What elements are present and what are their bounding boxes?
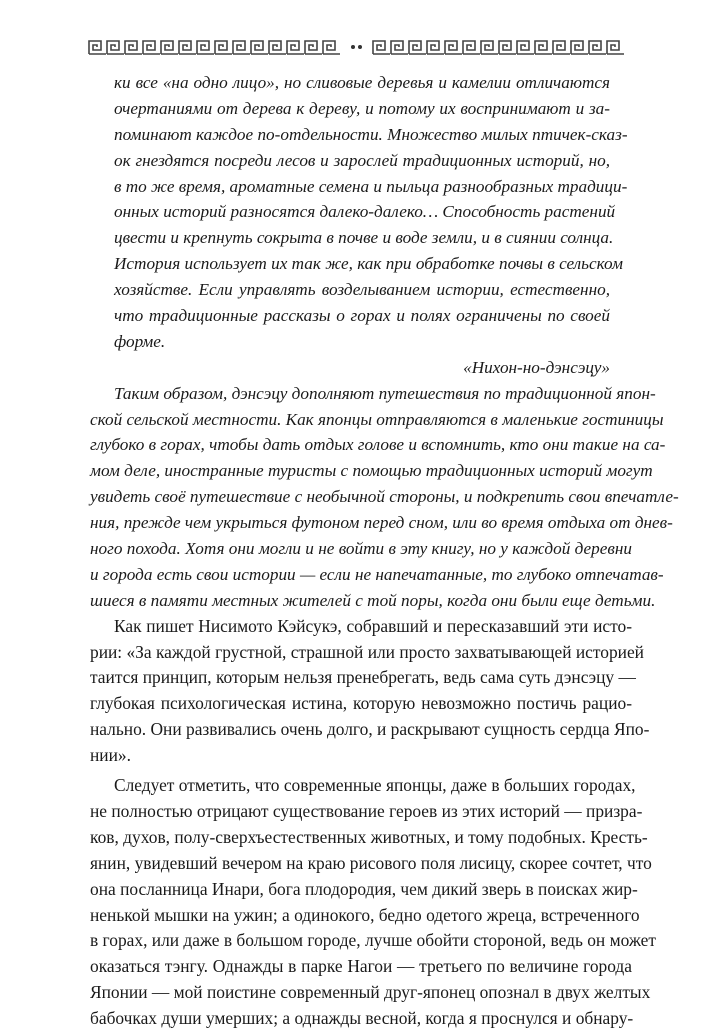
quote-line: цвести и крепнуть сокрыта в почве и воде земли, и в сиянии солнца. — [114, 228, 614, 248]
paragraph-line: Таким образом, дэнсэцу дополняют путешествия по традиционной япон- — [114, 383, 656, 403]
paragraph-2 — [90, 773, 656, 1032]
meander-ornament-left-icon — [88, 39, 340, 55]
paragraph-line: нально. Они развивались очень долго, и раскрывают сущность сердца Япо- — [90, 719, 650, 740]
quote-line: ки все «на одно лицо», но сливовые деревья и камелии отличаются — [114, 73, 610, 92]
paragraph-line: она посланница Инари, бога плодородия, чем дикий зверь в поисках жир- — [90, 878, 638, 899]
paragraph-line: ков, духов, полу-сверхъестественных животных, и тому подобных. Кресть- — [90, 826, 648, 847]
page-body — [90, 70, 679, 1032]
dot-icon — [358, 45, 362, 49]
paragraph-line: ненькой мышки на ужин; а одинокого, бедно одетого жреца, встреченного — [90, 904, 640, 925]
paragraph-line: не полностью отрицают существование героев из этих историй — призра- — [90, 800, 643, 821]
paragraph-1 — [90, 614, 650, 769]
epigraph-quote — [96, 70, 628, 381]
quote-attribution: «Нихон-но-дэнсэцу» — [463, 357, 610, 377]
paragraph-line: ного похода. Хотя они могли и не войти в эту книгу, но у каждой деревни — [90, 539, 632, 559]
meander-ornament-right-icon — [372, 39, 624, 55]
paragraph-line: нии». — [90, 745, 131, 766]
paragraph-line: рии: «За каждой грустной, страшной или просто захватывающей историей — [90, 641, 644, 662]
quote-line: онных историй разносятся далеко-далеко… Способность растений — [114, 202, 616, 222]
paragraph-line: и города есть свои истории — если не напечатанные, то глубоко отпечатав- — [90, 564, 664, 584]
running-header — [88, 36, 624, 58]
dot-icon — [351, 45, 355, 49]
quote-line: форме. — [114, 331, 166, 351]
paragraph-line: глубоко в горах, чтобы дать отдых голове и вспомнить, кто они такие на са- — [90, 435, 666, 455]
paragraph-line: Японии — мой поистине современный друг-японец опознал в двух желтых — [90, 982, 651, 1003]
quote-line: ок гнездятся посреди лесов и зарослей традиционных историй, но, — [114, 150, 610, 170]
paragraph-line: ния, прежде чем укрыться футоном перед сном, или во время отдыха от днев- — [90, 513, 673, 533]
paragraph-line: увидеть своё путешествие с необычной стороны, и подкрепить свои впечатле- — [90, 487, 679, 507]
paragraph-line: бабочках души умерших; а однажды весной, когда я проснулся и обнару- — [90, 1008, 634, 1029]
quote-line: очертаниями от дерева к дереву, и потому их воспринимают и за- — [114, 98, 610, 118]
quote-line: хозяйстве. Если управлять возделыванием истории, естественно, — [114, 280, 610, 300]
paragraph-line: шиеся в памяти местных жителей с той поры, когда они были еще детьми. — [90, 590, 656, 610]
italic-paragraph — [90, 381, 679, 614]
header-center-mark — [351, 45, 362, 49]
paragraph-line: Следует отметить, что современные японцы, даже в больших городах, — [114, 775, 636, 796]
quote-line: в то же время, ароматные семена и пыльца разнообразных традици- — [114, 176, 628, 196]
paragraph-line: янин, увидевший вечером на краю рисового поля лисицу, скорее сочтет, что — [90, 852, 652, 873]
quote-line: поминают каждое по-отдельности. Множество милых птичек-сказ- — [114, 124, 628, 144]
quote-line: История использует их так же, как при обработке почвы в сельском — [114, 254, 623, 274]
paragraph-line: глубокая психологическая истина, которую невозможно постичь рацио- — [90, 693, 632, 714]
paragraph-line: ской сельской местности. Как японцы отправляются в маленькие гостиницы — [90, 409, 664, 429]
paragraph-line: в горах, или даже в большом городе, лучше обойти стороной, ведь он может — [90, 930, 656, 951]
paragraph-line: Как пишет Нисимото Кэйсукэ, собравший и пересказавший эти исто- — [114, 615, 632, 636]
paragraph-line: оказаться тэнгу. Однажды в парке Нагои — третьего по величине города — [90, 956, 632, 977]
quote-line: что традиционные рассказы о горах и полях ограничены по своей — [114, 306, 610, 326]
paragraph-line: таится принцип, которым нельзя пренебрегать, ведь сама суть дэнсэцу — — [90, 667, 636, 688]
paragraph-line: мом деле, иностранные туристы с помощью традиционных историй могут — [90, 461, 653, 481]
